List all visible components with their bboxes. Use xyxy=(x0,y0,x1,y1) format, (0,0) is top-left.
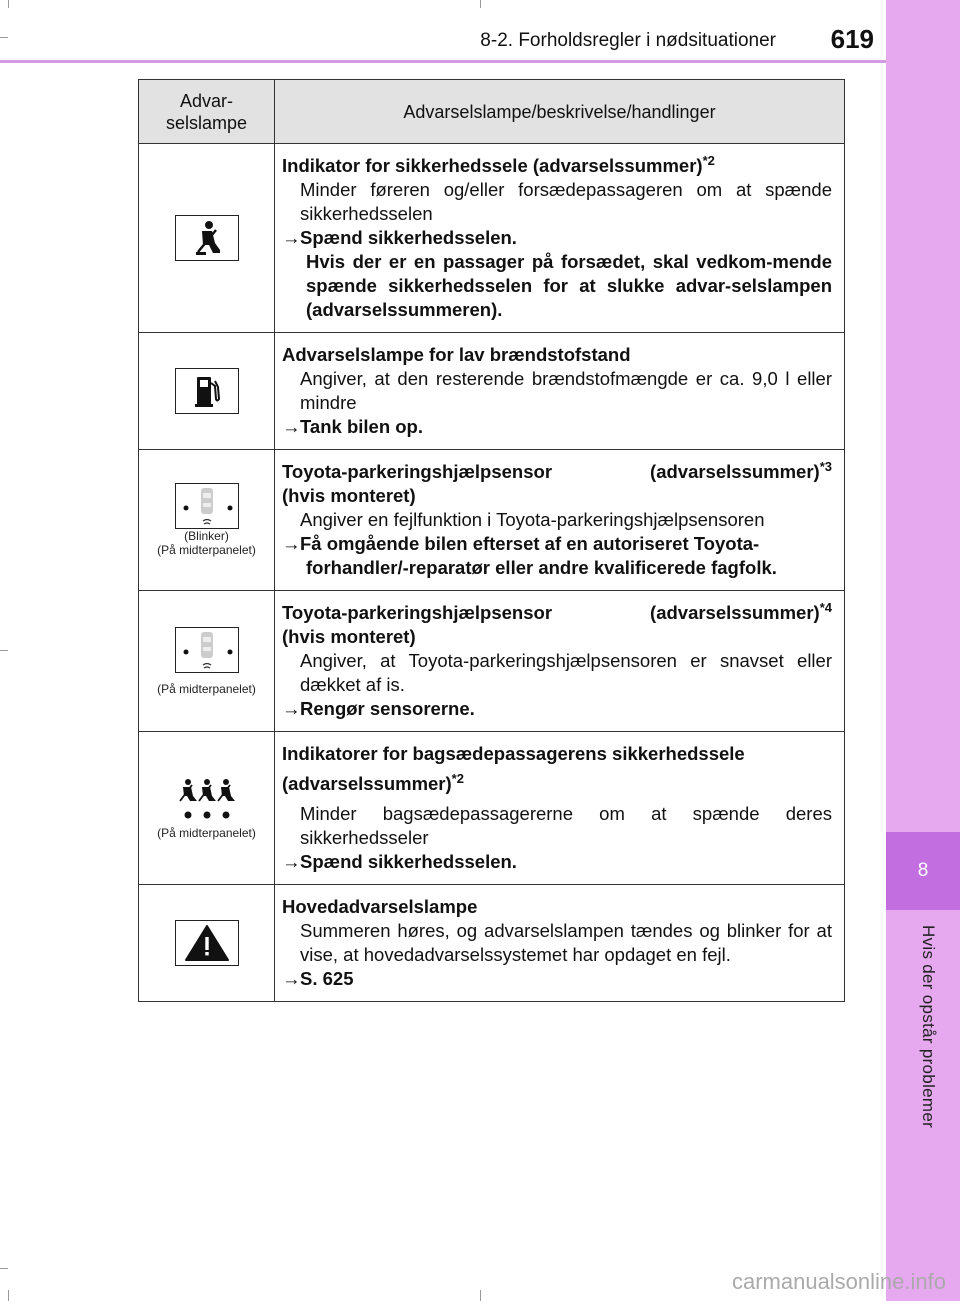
lamp-action: → Spænd sikkerhedsselen. xyxy=(282,851,517,872)
lamp-cell xyxy=(139,591,275,732)
lamp-title: Toyota-parkeringshjælpsensor (advarselssummer)$^{*3}$ xyxy=(282,458,832,482)
lamp-title-sub: (hvis monteret) xyxy=(282,626,416,647)
lamp-action-note: Hvis der er en passager på forsædet, skal vedkom-mende spænde sikkerhedsselen for at slukke advar-selslampen (advarselssummeren). xyxy=(306,251,832,320)
lamp-action: → Spænd sikkerhedsselen. xyxy=(282,227,517,248)
master-warning-icon xyxy=(175,920,239,966)
lamp-caption: (På midterpanelet) xyxy=(157,825,256,840)
chapter-title: Hvis der opstår problemer xyxy=(919,925,938,1129)
lamp-cell xyxy=(139,144,275,333)
lamp-action: → S. 625 xyxy=(282,968,354,989)
lamp-cell xyxy=(139,732,275,885)
crop-mark xyxy=(8,0,9,8)
warning-lamp-table xyxy=(138,79,845,1002)
lamp-description: Minder føreren og/eller forsædepassageren om at spænde sikkerhedsselen xyxy=(300,179,832,224)
lamp-description: Minder bagsædepassagererne om at spænde deres sikkerhedsseler xyxy=(300,803,832,848)
rear-seatbelt-icon xyxy=(176,777,238,821)
lamp-description: Angiver en fejlfunktion i Toyota-parkeringshjælpsensoren xyxy=(300,509,765,530)
lamp-action-cont: forhandler/-reparatør eller andre kvalificerede fagfolk. xyxy=(306,557,777,578)
lamp-action: → Rengør sensorerne. xyxy=(282,698,475,719)
table-row xyxy=(139,333,845,450)
lamp-cell xyxy=(139,450,275,591)
crop-mark xyxy=(0,37,8,38)
lamp-caption: (Blinker) xyxy=(184,529,229,543)
table-row xyxy=(139,450,845,591)
lamp-title: Advarselslampe for lav brændstofstand xyxy=(282,344,631,365)
page-number: 619 xyxy=(830,24,874,54)
lamp-title: Indikatorer for bagsædepassagerens sikkerhedssele xyxy=(282,743,745,764)
crop-mark xyxy=(8,1290,9,1301)
chapter-tab xyxy=(886,0,960,1301)
crop-mark xyxy=(480,1290,481,1301)
description-cell xyxy=(275,144,845,333)
lamp-title: Indikator for sikkerhedssele (advarselssummer)$^{*2}$ xyxy=(282,152,715,176)
lamp-description: Angiver, at Toyota-parkeringshjælpsensoren er snavset eller dækket af is. xyxy=(300,650,832,695)
chapter-number: 8 xyxy=(886,832,960,910)
table-row xyxy=(139,732,845,885)
page-header xyxy=(0,0,886,62)
description-cell xyxy=(275,885,845,1002)
lamp-cell xyxy=(139,333,275,450)
col-header-description: Advarselslampe/beskrivelse/handlinger xyxy=(275,80,845,144)
crop-mark xyxy=(0,650,8,651)
table-row xyxy=(139,885,845,1002)
parking-sensor-icon xyxy=(175,483,239,529)
lamp-caption: (På midterpanelet) xyxy=(157,543,256,557)
lamp-description: Angiver, at den resterende brændstofmængde er ca. 9,0 l eller mindre xyxy=(300,368,832,413)
lamp-title: Toyota-parkeringshjælpsensor (advarselssummer)$^{*4}$ xyxy=(282,599,832,623)
table-row xyxy=(139,144,845,333)
crop-mark xyxy=(480,0,481,8)
section-title: 8-2. Forholdsregler i nødsituationer xyxy=(480,30,776,51)
description-cell xyxy=(275,732,845,885)
lamp-action: → Få omgående bilen efterset af en autoriseret Toyota- xyxy=(282,533,760,554)
lamp-cell xyxy=(139,885,275,1002)
description-cell xyxy=(275,333,845,450)
lamp-title: Hovedadvarselslampe xyxy=(282,896,478,917)
col-header-lamp: Advar- selslampe xyxy=(139,80,275,144)
parking-sensor-icon xyxy=(175,627,239,673)
seatbelt-driver-icon xyxy=(175,215,239,261)
description-cell xyxy=(275,591,845,732)
fuel-pump-icon xyxy=(175,368,239,414)
header-rule xyxy=(0,60,886,63)
lamp-title-sub: (advarselssummer)$^{*2}$ xyxy=(282,770,464,794)
description-cell xyxy=(275,450,845,591)
table-row xyxy=(139,591,845,732)
lamp-description: Summeren høres, og advarselslampen tændes og blinker for at vise, at hovedadvarselssystemet har opdaget en fejl. xyxy=(300,920,832,965)
table-header-row xyxy=(139,80,845,144)
lamp-action: → Tank bilen op. xyxy=(282,416,423,437)
lamp-title-sub: (hvis monteret) xyxy=(282,485,416,506)
watermark: carmanualsonline.info xyxy=(731,1269,946,1294)
lamp-caption: (På midterpanelet) xyxy=(157,681,256,696)
crop-mark xyxy=(0,1268,8,1269)
